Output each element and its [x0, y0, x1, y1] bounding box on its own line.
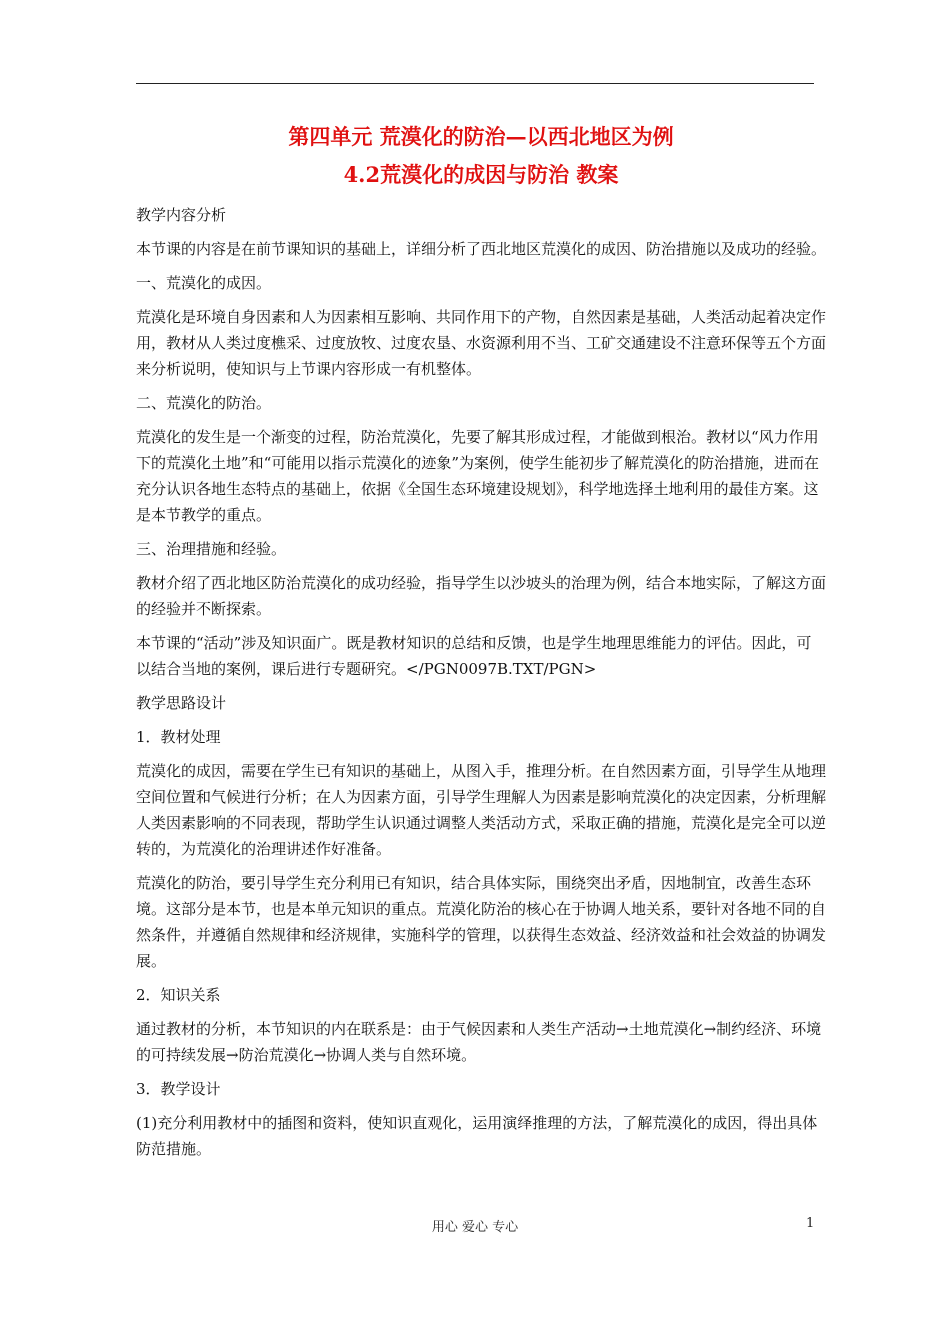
- subsection-heading: 2．知识关系: [136, 986, 221, 1004]
- page-number: 1: [806, 1216, 815, 1231]
- subsection-heading: 三、治理措施和经验。: [136, 540, 287, 558]
- subsection-heading: 二、荒漠化的防治。: [136, 394, 272, 412]
- subsection-heading: 1．教材处理: [136, 728, 221, 746]
- document-title: 第四单元 荒漠化的防治—以西北地区为例: [288, 124, 674, 149]
- paragraph: 荒漠化的防治，要引导学生充分利用已有知识，结合具体实际，围绕突出矛盾，因地制宜，改善生态环境。这部分是本节，也是本单元知识的重点。荒漠化防治的核心在于协调人地关系，要针对各地不同的自然条件，并遵循自然规律和经济规律，实施科学的管理，以获得生态效益、经济效益和社会效益的协调发展。: [136, 874, 827, 970]
- header-rule: [136, 83, 814, 84]
- paragraph: 荒漠化是环境自身因素和人为因素相互影响、共同作用下的产物，自然因素是基础，人类活动起着决定作用，教材从人类过度樵采、过度放牧、过度农垦、水资源利用不当、工矿交通建设不注意环保等五个方面来分析说明，使知识与上节课内容形成一有机整体。: [136, 308, 827, 378]
- subsection-heading: 3．教学设计: [136, 1080, 221, 1098]
- paragraph: 本节课的内容是在前节课知识的基础上，详细分析了西北地区荒漠化的成因、防治措施以及成功的经验。: [136, 240, 827, 258]
- section-heading: 教学思路设计: [136, 694, 227, 712]
- document-body: [136, 118, 826, 1170]
- paragraph: 通过教材的分析，本节知识的内在联系是：由于气候因素和人类生产活动→土地荒漠化→制约经济、环境的可持续发展→防治荒漠化→协调人类与自然环境。: [136, 1020, 822, 1064]
- paragraph: 教材介绍了西北地区防治荒漠化的成功经验，指导学生以沙坡头的治理为例，结合本地实际，了解这方面的经验并不断探索。: [136, 574, 827, 618]
- footer-motto: 用心 爱心 专心: [431, 1220, 519, 1235]
- paragraph: 荒漠化的成因，需要在学生已有知识的基础上，从图入手，推理分析。在自然因素方面，引导学生从地理空间位置和气候进行分析；在人为因素方面，引导学生理解人为因素是影响荒漠化的决定因素，分析理解人类因素影响的不同表现，帮助学生认识通过调整人类活动方式，采取正确的措施，荒漠化是完全可以逆转的，为荒漠化的治理讲述作好准备。: [136, 762, 827, 858]
- subsection-heading: 一、荒漠化的成因。: [136, 274, 272, 292]
- paragraph: 荒漠化的发生是一个渐变的过程，防治荒漠化，先要了解其形成过程，才能做到根治。教材以“风力作用下的荒漠化土地”和“可能用以指示荒漠化的迹象”为案例，使学生能初步了解荒漠化的防治措施，进而在充分认识各地生态特点的基础上，依据《全国生态环境建设规划》，科学地选择土地利用的最佳方案。这是本节教学的重点。: [136, 428, 820, 524]
- section-heading: 教学内容分析: [136, 206, 227, 224]
- document-subtitle: 4.2荒漠化的成因与防治 教案: [343, 162, 619, 187]
- paragraph: 本节课的“活动”涉及知识面广。既是教材知识的总结和反馈，也是学生地理思维能力的评估。因此，可以结合当地的案例，课后进行专题研究。</PGN0097B.TXT/PGN>: [136, 634, 812, 678]
- paragraph: (1)充分利用教材中的插图和资料，使知识直观化，运用演绎推理的方法，了解荒漠化的成因，得出具体防范措施。: [136, 1114, 818, 1158]
